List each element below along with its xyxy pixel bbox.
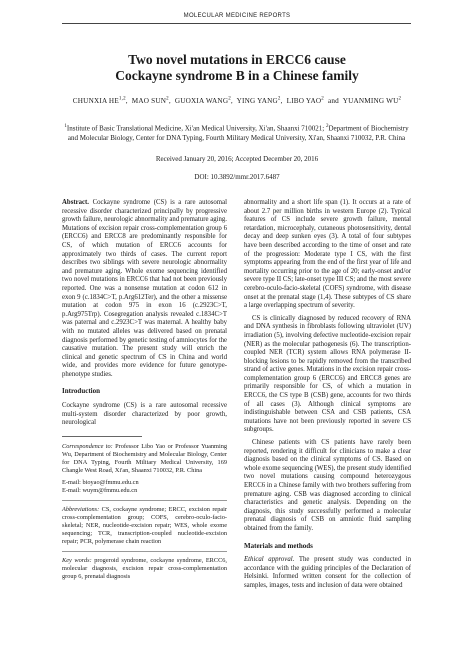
title-line-1: Two novel mutations in ERCC6 cause (128, 52, 346, 67)
footnote-divider (62, 436, 142, 437)
body-paragraph: abnormality and a short life span (1). It occurs at a rate of about 2.7 per million births in western Europe (2). Typical features of CS include severe growth failure, mental retardation, microcephaly, cutaneous photosensitivity, dental decay and deep sunken eyes (3). A total of four subtypes have been described according to the time of onset and rate of the progression: Moderate type I CS, with the first symptoms appearing from the end of the first year of life and mortality occurring prior to the age of 20; early-onset and/or severe type II CS; late-onset type III CS; and the most severe cerebro-oculo-facio-skeletal (COFS) syndrome, with disease onset at the prenatal stage (1,4). These subtypes of CS share a large overlapping spectrum of severity. (244, 199, 411, 310)
right-column (244, 199, 411, 595)
author: LIBO YAO$^2$ and (286, 97, 343, 106)
introduction-heading: Introduction (62, 387, 100, 396)
title-line-2: Cockayne syndrome B in a Chinese family (115, 68, 359, 83)
journal-header: MOLECULAR MEDICINE REPORTS (183, 13, 291, 19)
intro-paragraph: Cockayne syndrome (CS) is a rare autosomal recessive multi-system disorder characterized by poor growth, neurological (62, 402, 227, 427)
author: CHUNXIA HE$^{1,2}$, (72, 97, 132, 106)
received-dates: Received January 20, 2016; Accepted December 20, 2016 (155, 155, 319, 163)
author: GUOXIA WANG$^2$, (174, 97, 237, 106)
ethical-approval-paragraph: Ethical approval. The present study was conducted in accordance with the guiding principles of the Declaration of Helsinki. Informed written consent for the collection of samples, images, tests and inclusion of data were obtained (244, 556, 411, 589)
author: YUANMING $WU^2$ (342, 97, 402, 106)
email-1[interactable]: E-mail: bioyao@fmmu.edu.cn (62, 478, 139, 486)
author: MAO SUN$^2$, (131, 97, 175, 106)
affiliations: $^1$Institute of Basic Translational Medicine, Xi'an Medical University, Xi'an, Shaanxi 710021; $^2$Department of Biochemistry and Molecular Biology, Center for DNA Typing, Fourth Military Medical University, Xi'an, Shaanxi 710032, P.R. China (64, 124, 409, 143)
abstract: Abstract. Cockayne syndrome (CS) is a rare autosomal recessive disorder characterized principally by progressive growth failure, neurologic abnormality and premature aging. Mutations of excision repair cross-complementation group 6 (ERCC6) and ERCC8 are predominantly responsible for CS, of which mutation of ERCC6 accounts for approximately two thirds of cases. The current report describes two siblings with severe neurologic abnormality and premature aging. Whole exome sequencing identified two novel mutations in ERCC6 that had not been previously reported. One was a nonsense mutation at codon 612 in exon 9 (c.1834C>T, p.Arg612Ter), and the other a missense mutation at codon 975 in exon 16 (c.2923C>T, p.Arg975Trp). Cosegregation analysis revealed c.1834C>T was paternal and c.2923C>T was maternal. A healthy baby with no mutated alleles was delivered based on prenatal diagnosis performed by genetic testing of amniocytes for the causative mutation. The present study will enrich the clinical and genetic spectrum of CS in China and world wide, and provides more evidence for future genotype-phenotype studies. (62, 199, 227, 378)
header-rule (62, 23, 411, 24)
author: YING YANG$^2$, (236, 97, 287, 106)
footnote-separator (62, 500, 227, 501)
abbreviations-note: Abbreviations: CS, cockayne syndrome; ERCC, excision repair cross-complementation group; COFS, cerebro-oculo-facio-skeletal; NER, nucleotide-excision repair; WES, whole exome sequencing; TCR, transcription-coupled nucleotide-excision repair; PCR, polymerase chain reaction (62, 505, 227, 545)
left-column (62, 199, 227, 585)
footnote-separator (62, 551, 227, 552)
article-title (0, 52, 474, 84)
author-list (0, 97, 474, 105)
body-paragraph: Chinese patients with CS patients have rarely been reported, rendering it difficult for clinicians to make a clear diagnosis based on the clinical symptoms of CS. Based on whole exome sequencing (WES), the present study identified two novel mutations causing compound heterozygous ERCC6 in a Chinese family with two brothers suffering from premature aging. CSB was diagnosed according to clinical characteristics and genetic analysis. Depending on the diagnosis, this study successfully performed a molecular prenatal diagnosis of CSB on amniotic fluid sampling obtained from the family. (244, 439, 411, 532)
email-2[interactable]: E-mail: wuym@fmmu.edu.cn (62, 486, 138, 494)
keywords-note: Key words: progeroid syndrome, cockayne syndrome, ERCC6, molecular diagnosis, excision repair cross-complementation group 6, prenatal diagnosis (62, 556, 227, 580)
body-paragraph: CS is clinically diagnosed by reduced recovery of RNA and DNA synthesis in fibroblasts following ultraviolet (UV) irradiation (5), involving defective nucleotide-excision repair (NER) as the molecular pathogenesis (6). The transcription-coupled NER (TCR) system allows RNA polymerase II-blocking lesions to be rapidly removed from the transcribed strand of active genes. Mutations in the excision repair cross-complementation group 6 (ERCC6) and ERCC8 genes are primarily responsible for CS, of which a mutation in ERCC6, the CS type B (CSB) gene, accounts for two thirds of all cases (3). Although clinical symptoms are indistinguishable between CSA and CSB patients, CSA mutations have not been previously reported in severe CS subgroups. (244, 314, 411, 434)
correspondence-note: Correspondence to: Professor Libo Yao or Professor Yuanming Wu, Department of Biochemistry and Molecular Biology, Center for DNA Typing, Fourth Military Medical University, 169 Changle West Road, Xi'an, Shaanxi 710032, P.R. China (62, 442, 227, 474)
doi-link[interactable]: DOI: 10.3892/mmr.2017.6487 (194, 173, 280, 181)
methods-heading: Materials and methods (244, 541, 313, 550)
